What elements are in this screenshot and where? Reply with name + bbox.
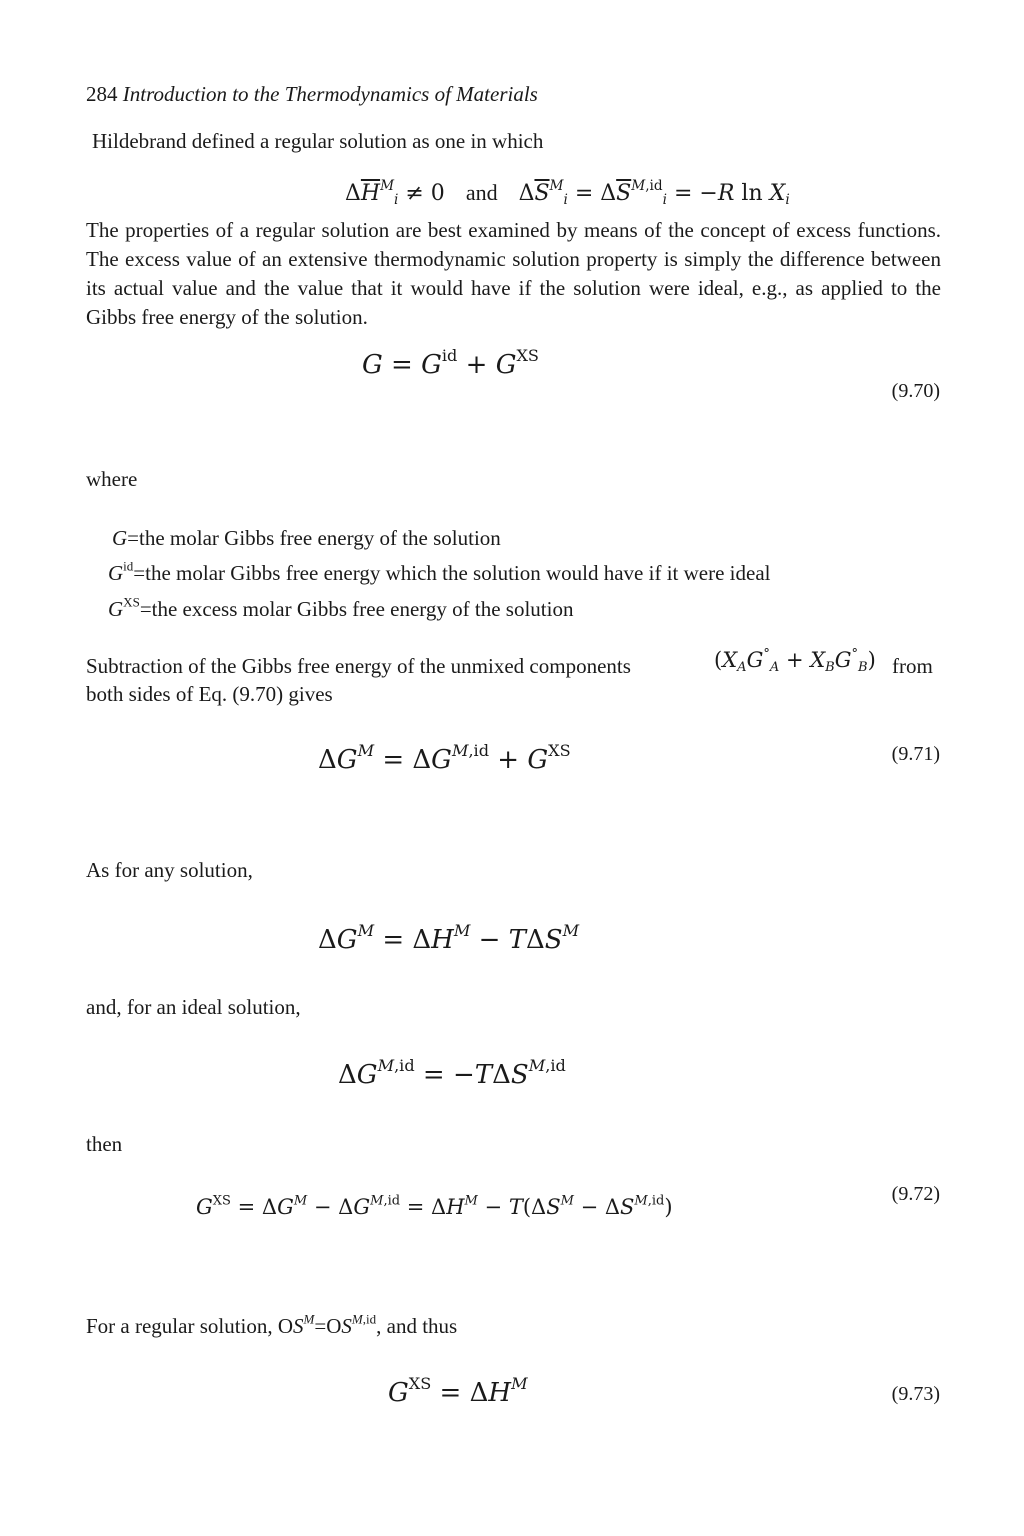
paragraph-any-solution: As for any solution, bbox=[86, 858, 253, 882]
definition-g: G=the molar Gibbs free energy of the solution bbox=[112, 526, 501, 550]
definition-g-id: $G^{id}=the$ molar Gibbs free energy which the solution would have if it were ideal bbox=[108, 558, 771, 585]
equation-9-73: $G^{XS} = \Delta H^M$ bbox=[388, 1373, 528, 1408]
equation-number-9-72: (9.72) bbox=[891, 1183, 940, 1205]
equation-9-70: $G = G^{id} + G^{XS}$ bbox=[362, 345, 539, 380]
equation-number-9-70: (9.70) bbox=[891, 380, 940, 402]
definition-g-xs: $G^{XS}=the$ excess molar Gibbs free energy of the solution bbox=[108, 594, 574, 621]
equation-ideal-mixing: $\Delta G^{M,id} = -T\Delta S^{M,id}$ bbox=[338, 1055, 566, 1090]
from-word: from bbox=[892, 654, 933, 678]
equation-number-9-71: (9.71) bbox=[891, 743, 940, 765]
paragraph-excess-functions: The properties of a regular solution are best examined by means of the concept of excess functions. The excess value of an extensive thermodynamic solution property is simply the difference between its actual value and the value that it would have if the solution were ideal, e.g., as applied to the Gibbs free energy of the solution. bbox=[86, 218, 941, 329]
unmixed-components-expression: $(X_AG^\circ_A + X_BG^\circ_B)$ bbox=[714, 646, 876, 675]
book-title: Introduction to the Thermodynamics of Materials bbox=[122, 82, 538, 106]
running-header bbox=[86, 80, 538, 109]
paragraph-subtraction-line2: both sides of Eq. (9.70) gives bbox=[86, 682, 333, 706]
equation-gibbs-mixing: $\Delta G^M = \Delta H^M - T\Delta S^M$ bbox=[318, 920, 580, 955]
equation-9-72: $G^{XS} = \Delta G^M - \Delta G^{M,id} = \Delta H^M - T(\Delta S^M - \Delta S^{M,id})$ bbox=[196, 1193, 673, 1219]
where-label: where bbox=[86, 467, 138, 491]
and-word: and bbox=[465, 180, 498, 205]
paragraph-regular-solution: For a regular solution, $OS^M=OS^{M,id}$, and thus bbox=[86, 1311, 458, 1338]
then-label: then bbox=[86, 1132, 123, 1156]
paragraph-subtraction-line1: Subtraction of the Gibbs free energy of the unmixed components bbox=[86, 654, 631, 678]
paragraph-hildebrand: Hildebrand defined a regular solution as one in which bbox=[92, 129, 544, 153]
paragraph-ideal-solution: and, for an ideal solution, bbox=[86, 995, 301, 1019]
equation-regular-condition: $\Delta\overline{H}^M_i \ne 0$ and $\Delta\overline{S}^M_i = \Delta\overline{S}^{M,id}_i = -R$ $\ln X_i$ bbox=[345, 177, 790, 209]
page-number: 284 bbox=[86, 82, 118, 106]
equation-number-9-73: (9.73) bbox=[891, 1383, 940, 1405]
equation-9-71: $\Delta G^M = \Delta G^{M,id} + G^{XS}$ bbox=[318, 740, 571, 775]
